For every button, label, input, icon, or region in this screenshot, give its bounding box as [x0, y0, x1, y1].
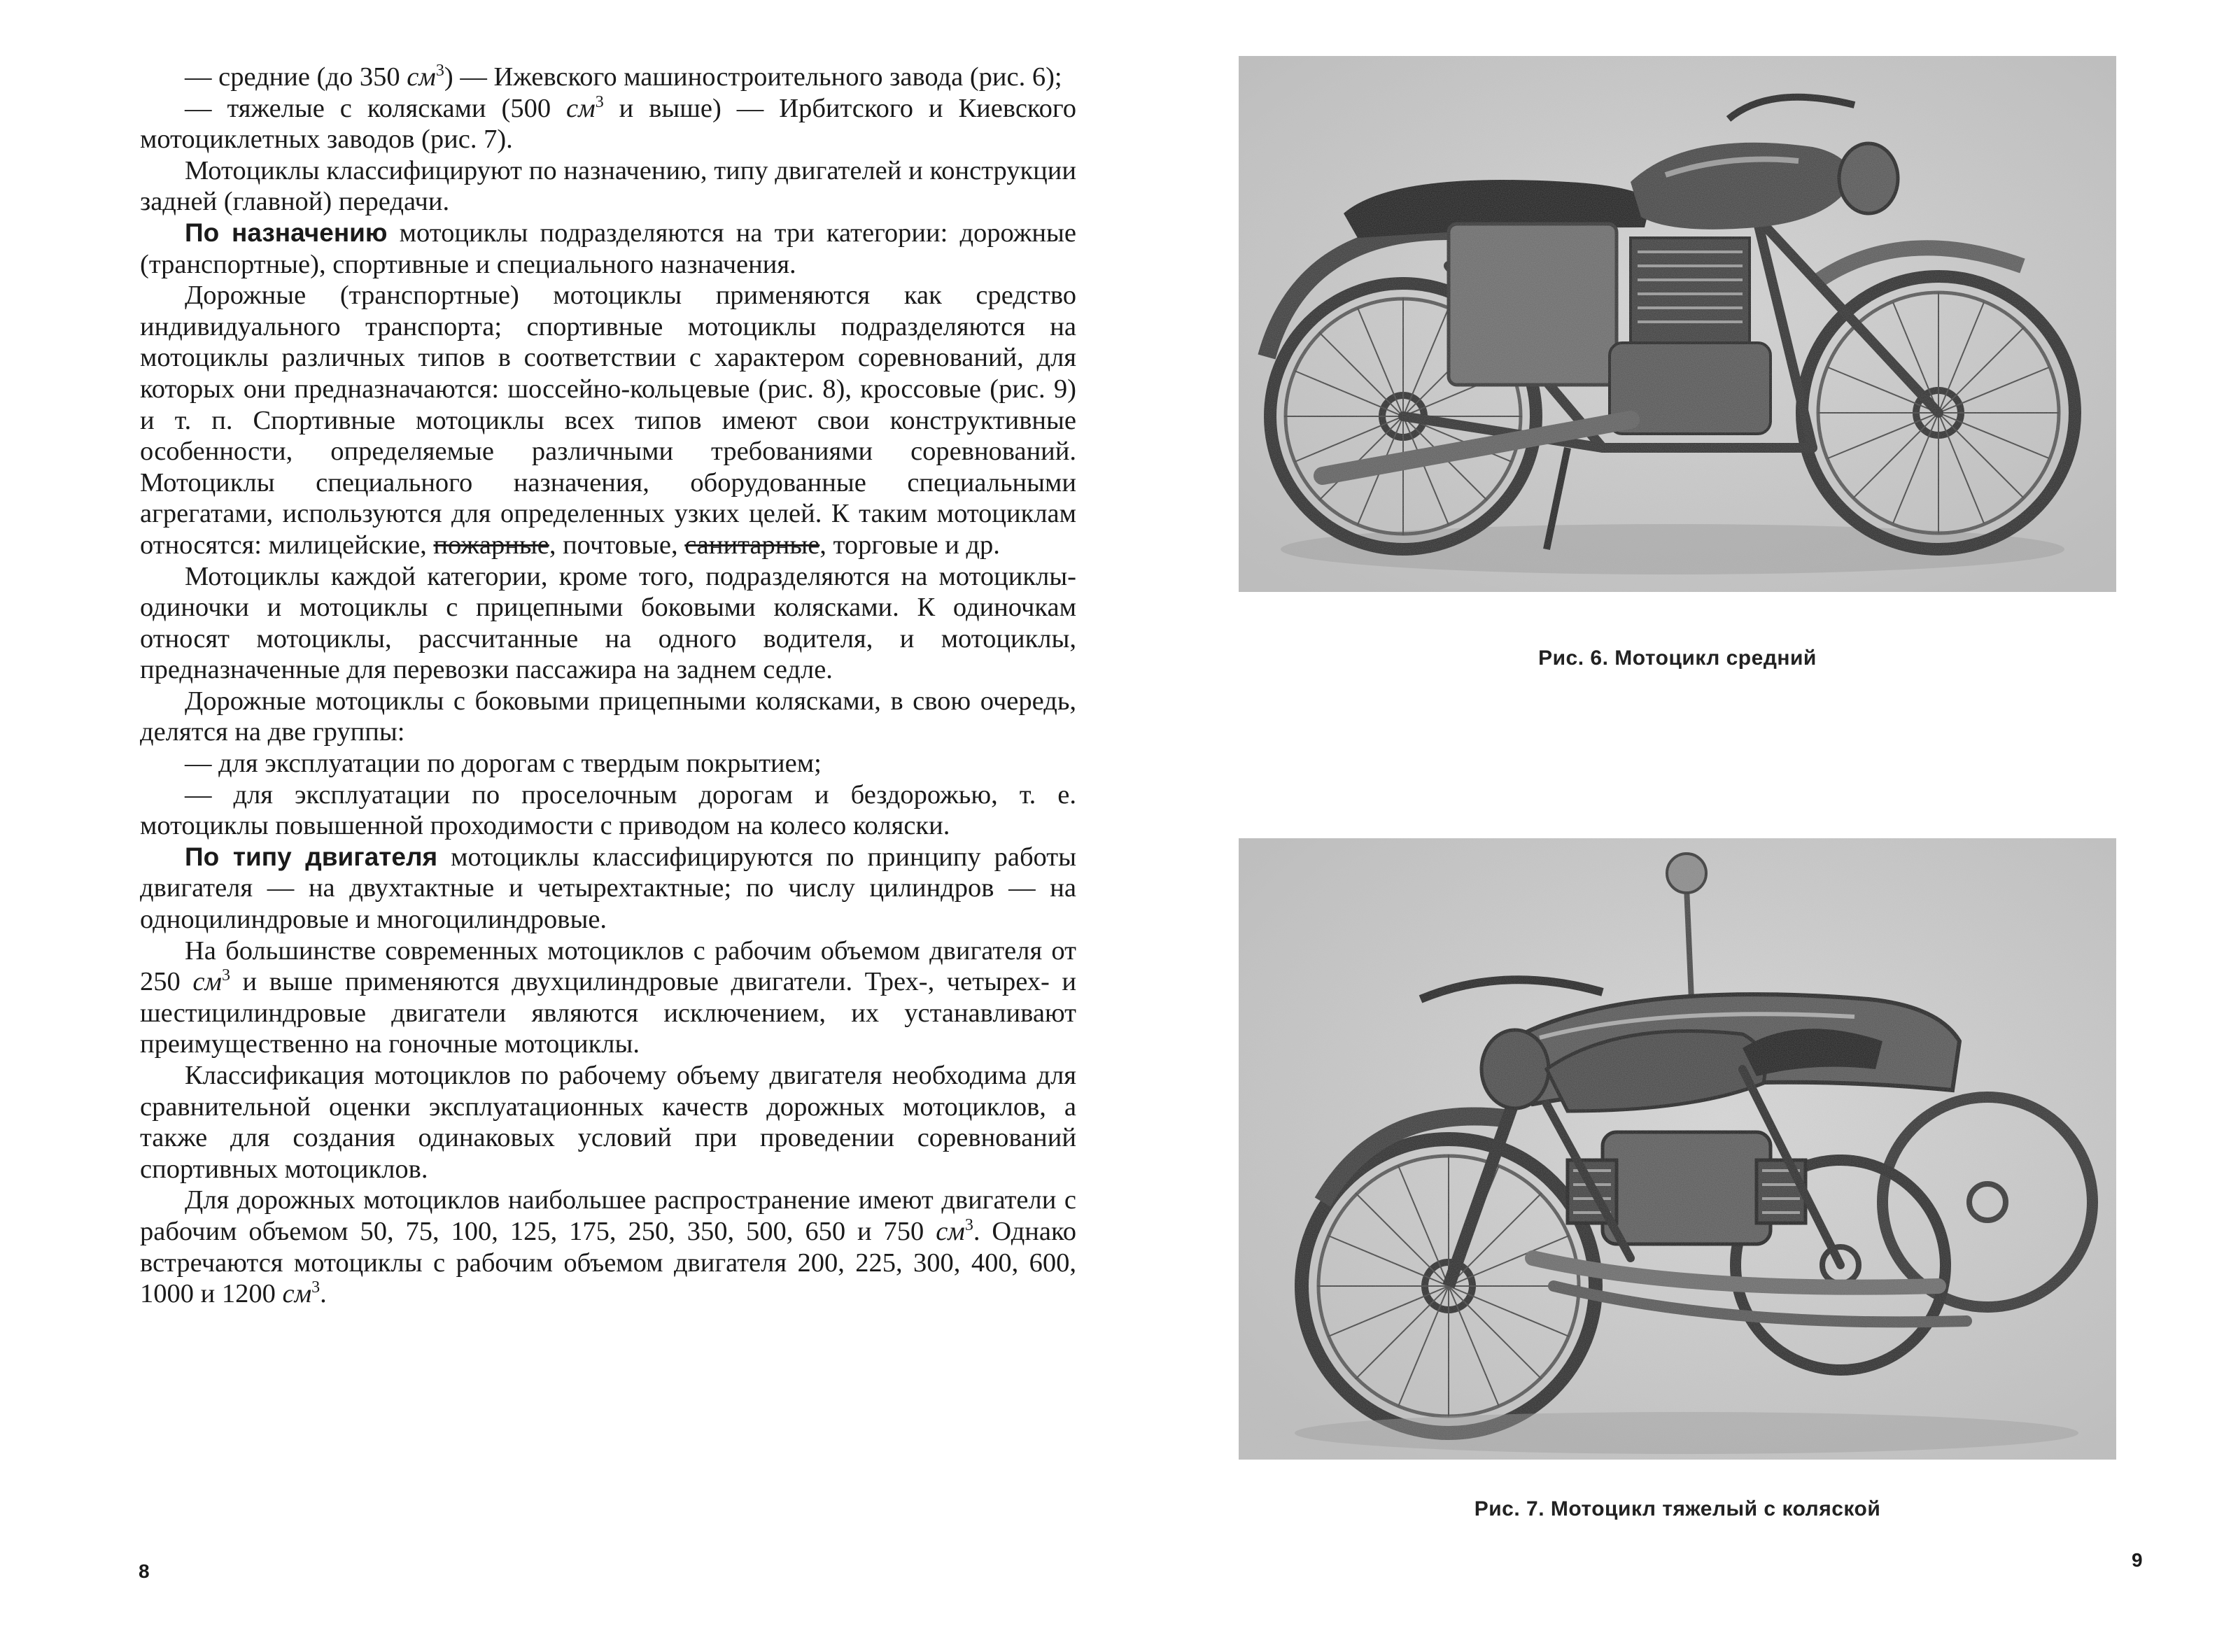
list-item: — для эксплуатации по проселочным дорогам и бездорожью, т. е. мотоциклы повышенной проходимости с приводом на колесо коляски.: [140, 779, 1076, 841]
page-number-left: 8: [139, 1560, 150, 1582]
section-heading: По типу двигателя: [185, 842, 438, 871]
left-page: [140, 62, 1076, 1310]
paragraph: По типу двигателя мотоциклы классифицируются по принципу работы двигателя — на двухтактные и четырехтактные; по числу цилиндров — на одноцилиндровые и многоцилиндровые.: [140, 842, 1076, 935]
list-item: — для эксплуатации по дорогам с твердым покрытием;: [185, 749, 822, 779]
paragraph: Дорожные мотоциклы с боковыми прицепными колясками, в свою очередь, делятся на две группы:: [140, 686, 1076, 747]
paragraph: Дорожные (транспортные) мотоциклы применяются как средство индивидуального транспорта; спортивные мотоциклы подразделяются на мотоциклы различных типов в соответствии с характером соревнований, для которых они предназначаются: шоссейно-кольцевые (рис. 8), кроссовые (рис. 9) и т. п. Спортивные мотоциклы всех типов имеют свои конструктивные особенности, определяемые различными требованиями соревнований. Мотоциклы специального назначения, оборудованные специальными агрегатами, используются для определенных узких целей. К таким мотоциклам относятся: милицейские, пожарные, почтовые, санитарные, торговые и др.: [140, 281, 1076, 560]
paragraph: На большинстве современных мотоциклов с рабочим объемом двигателя от 250 $см^3$ и выше применяются двухцилиндровые двигатели. Трех-, четырех- и шестицилиндровые двигатели являются исключением, их устанавливают преимущественно на гоночные мотоциклы.: [140, 936, 1076, 1059]
body-text: [140, 62, 1076, 1310]
paragraph: По назначению мотоциклы подразделяются на три категории: дорожные (транспортные), спортивные и специального назначения.: [140, 218, 1076, 279]
paragraph: Мотоциклы классифицируют по назначению, типу двигателей и конструкции задней (главной) передачи.: [140, 155, 1076, 217]
section-heading: По назначению: [185, 218, 388, 247]
figure-motorcycle-medium: [1239, 56, 2116, 592]
motorcycle-sidecar-photo: [1239, 838, 2116, 1460]
paragraph: — тяжелые с колясками (500 $см^3$ и выше) — Ирбитского и Киевского мотоциклетных заводов (рис. 7).: [140, 92, 1076, 155]
page-number-right: 9: [2132, 1549, 2143, 1571]
paragraph: Мотоциклы каждой категории, кроме того, подразделяются на мотоциклы-одиночки и мотоциклы с прицепными боковыми колясками. К одиночкам относят мотоциклы, рассчитанные на одного водителя, и мотоциклы, предназначенные для перевозки пассажира на заднем седле.: [140, 561, 1076, 685]
motorcycle-medium-photo: [1239, 56, 2116, 592]
paragraph: Классификация мотоциклов по рабочему объему двигателя необходима для сравнительной оценки эксплуатационных качеств дорожных мотоциклов, а также для создания одинаковых условий при проведении соревнований спортивных мотоциклов.: [140, 1061, 1076, 1184]
paragraph: — средние (до 350 $см^3$) — Ижевского машиностроительного завода (рис. 6);: [185, 62, 1062, 92]
figure-motorcycle-sidecar: [1239, 838, 2116, 1460]
figure-6-caption: Рис. 6. Мотоцикл средний: [1538, 647, 1817, 670]
figure-7-caption: Рис. 7. Мотоцикл тяжелый с коляской: [1474, 1497, 1881, 1520]
paragraph: Для дорожных мотоциклов наибольшее распространение имеют двигатели с рабочим объемом 50, 75, 100, 125, 175, 250, 350, 500, 650 и 750 $см^3$. Однако встречаются мотоциклы с рабочим объемом двигателя 200, 225, 300, 400, 600, 1000 и 1200 $см^3$.: [140, 1185, 1076, 1309]
